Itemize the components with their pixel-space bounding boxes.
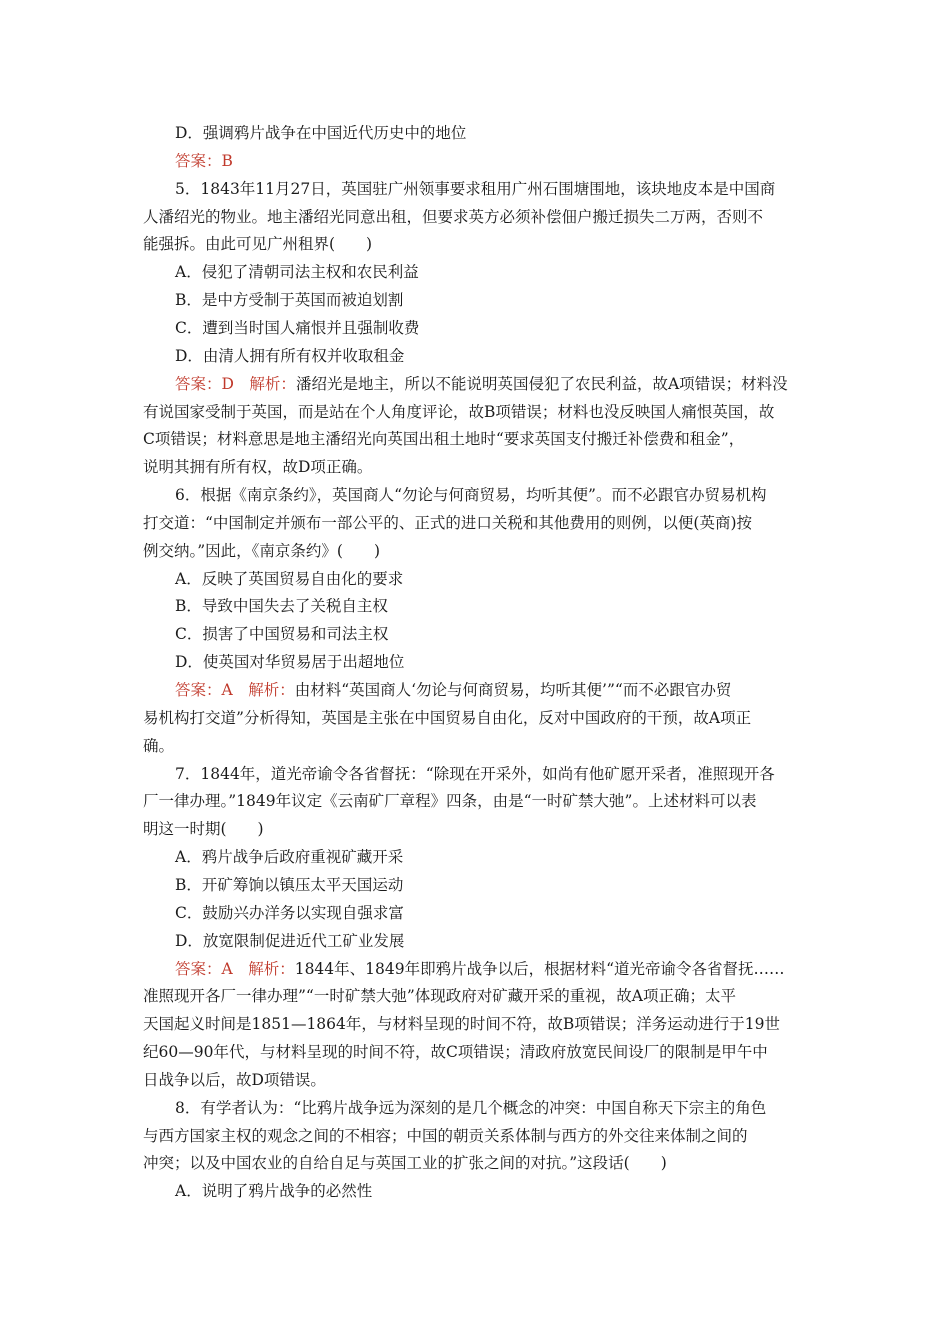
text-line: 易机构打交道”分析得知，英国是主张在中国贸易自由化，反对中国政府的干预，故A项正 xyxy=(143,709,752,727)
question-line: 7．1844年，道光帝谕令各省督抚：“除现在开采外，如尚有他矿愿开采者，准照现开各 xyxy=(175,765,775,783)
question-line: 8．有学者认为：“比鸦片战争远为深刻的是几个概念的冲突：中国自称天下宗主的角色 xyxy=(175,1099,767,1117)
text-line: 纪60—90年代，与材料呈现的时间不符，故C项错误；清政府放宽民间设厂的限制是甲午中 xyxy=(143,1043,768,1061)
option-line: A．说明了鸦片战争的必然性 xyxy=(175,1182,373,1200)
text-line: 有说国家受制于英国，而是站在个人角度评论，故B项错误；材料也没反映国人痛恨英国，故 xyxy=(143,403,775,421)
text-line: 确。 xyxy=(143,737,175,755)
option-line: B．导致中国失去了关税自主权 xyxy=(175,597,388,615)
text-line: 厂一律办理。”1849年议定《云南矿厂章程》四条，由是“一时矿禁大弛”。上述材料可以表 xyxy=(143,792,757,810)
option-line: B．是中方受制于英国而被迫划割 xyxy=(175,291,404,309)
option-line: C．损害了中国贸易和司法主权 xyxy=(175,625,389,643)
explanation-text: 1844年、1849年即鸦片战争以后，根据材料“道光帝谕令各省督抚…… xyxy=(294,960,785,978)
text-line: 准照现开各厂一律办理”“一时矿禁大弛”体现政府对矿藏开采的重视，故A项正确；太平 xyxy=(143,987,736,1005)
question-line: 5．1843年11月27日，英国驻广州领事要求租用广州石围塘围地，该块地皮本是中国商 xyxy=(175,180,776,198)
answer-explanation-line xyxy=(175,959,785,979)
option-line: D．放宽限制促进近代工矿业发展 xyxy=(175,932,405,950)
text-line: 打交道：“中国制定并颁布一部公平的、正式的进口关税和其他费用的则例，以便(英商)按 xyxy=(143,514,753,532)
option-line: B．开矿筹饷以镇压太平天国运动 xyxy=(175,876,404,894)
option-line: A．侵犯了清朝司法主权和农民利益 xyxy=(175,263,419,281)
text-line: 日战争以后，故D项错误。 xyxy=(143,1071,326,1089)
answer-explanation-line xyxy=(175,374,788,394)
text-line: 人潘绍光的物业。地主潘绍光同意出租，但要求英方必须补偿佃户搬迁损失二万两，否则不 xyxy=(143,208,764,226)
answer-label: 答案：B xyxy=(175,152,233,170)
text-line: 说明其拥有所有权，故D项正确。 xyxy=(143,458,373,476)
text-line: 冲突；以及中国农业的自给自足与英国工业的扩张之间的对抗。”这段话( ) xyxy=(143,1154,667,1172)
text-line: C项错误；材料意思是地主潘绍光向英国出租土地时“要求英国支付搬迁补偿费和租金”， xyxy=(143,430,745,448)
option-line: D．强调鸦片战争在中国近代历史中的地位 xyxy=(175,124,467,142)
answer-label: 答案：A 解析： xyxy=(175,681,295,699)
text-line: 明这一时期( ) xyxy=(143,820,264,838)
text-line: 天国起义时间是1851—1864年，与材料呈现的时间不符，故B项错误；洋务运动进行于19世 xyxy=(143,1015,781,1033)
text-line: 例交纳。”因此，《南京条约》( ) xyxy=(143,542,381,560)
answer-label: 答案：A 解析： xyxy=(175,960,295,978)
option-line: A．鸦片战争后政府重视矿藏开采 xyxy=(175,848,404,866)
answer-explanation-line xyxy=(175,680,731,700)
answer-label: 答案：D 解析： xyxy=(175,375,296,393)
answer-line xyxy=(175,151,233,171)
explanation-text: 由材料“英国商人‘勿论与何商贸易，均听其便’”“而不必跟官办贸 xyxy=(294,681,732,699)
text-line: 与西方国家主权的观念之间的不相容；中国的朝贡关系体制与西方的外交往来体制之间的 xyxy=(143,1127,748,1145)
text-line: 能强拆。由此可见广州租界( ) xyxy=(143,235,373,253)
question-line: 6．根据《南京条约》，英国商人“勿论与何商贸易，均听其便”。而不必跟官办贸易机构 xyxy=(175,486,767,504)
option-line: C．遭到当时国人痛恨并且强制收费 xyxy=(175,319,420,337)
option-line: D．使英国对华贸易居于出超地位 xyxy=(175,653,405,671)
option-line: D．由清人拥有所有权并收取租金 xyxy=(175,347,405,365)
option-line: C．鼓励兴办洋务以实现自强求富 xyxy=(175,904,404,922)
explanation-text: 潘绍光是地主，所以不能说明英国侵犯了农民利益，故A项错误；材料没 xyxy=(295,375,788,393)
option-line: A．反映了英国贸易自由化的要求 xyxy=(175,570,404,588)
